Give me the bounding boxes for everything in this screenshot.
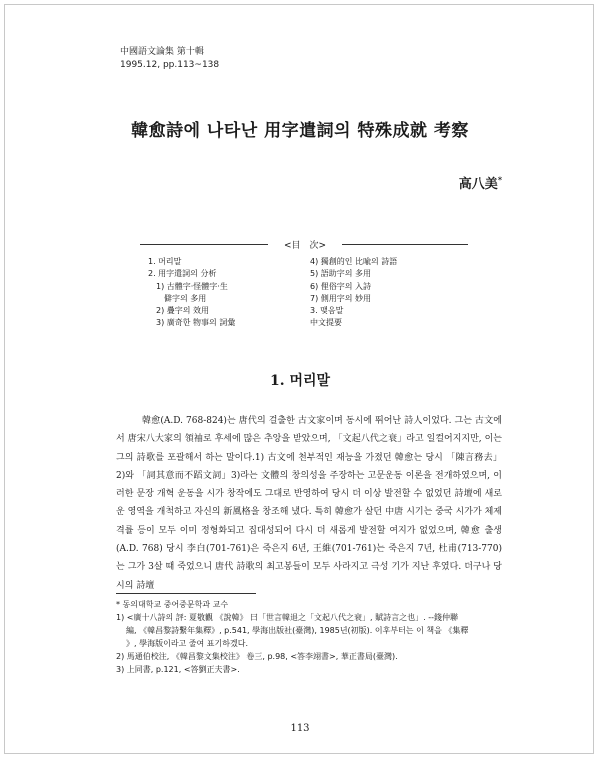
page-number: 113	[290, 723, 310, 734]
toc-right-column	[310, 256, 397, 330]
toc-item: 僻字의 多用	[148, 293, 207, 303]
footnote-1-cont: 》, 學海版이라고 줄여 표기하겠다.	[126, 639, 248, 648]
toc-item: 1) 古體字·怪體字·生	[148, 281, 228, 291]
toc-item: 2. 用字遣詞의 分析	[148, 269, 217, 279]
toc-item: 2) 疊字의 效用	[148, 306, 210, 316]
toc-item: 5) 語助字의 多用	[310, 269, 372, 279]
author-affiliation: * 동의대학교 중어중문학과 교수	[116, 600, 229, 609]
body-paragraph: 韓愈(A.D. 768-824)는 唐代의 걸출한 古文家이며 동시에 뛰어난 詩人이었다. 그는 古文에서 唐宋八大家의 領袖로 후세에 많은 추앙을 받았으며, 「文起八代之衰」라고 일컬어지지만, 이는 그의 詩歌를 포괄해서 하는 말이다.1) 古文에 천부적인 재능을 가졌던 韓愈는 당시 「陳言務去」2)와 「詞其意而不蹈文詞」3)라는 文體의 창의성을 주장하는 고문운동 이론을 전개하였으며, 이러한 문장 개혁 운동을 시가 창작에도 그대로 반영하여 당시 더 이상 발전할 수 없었던 詩壇에 새로운 영역을 개척하고 자신의 新風格을 창조해 냈다. 특히 韓愈가 살던 中唐 시기는 중국 시가가 체제 격률 등이 모두 이미 정형화되고 집대성되어 다시 더 새롭게 발전할 여지가 없었으며, 韓愈 출생(A.D. 768) 당시 李白(701-761)은 죽은지 6년, 王維(701-761)는 죽은지 7년, 杜甫(713-770)는 그가 3살 때 죽었으니 唐代 詩歌의 최고봉들이 모두 사라지고 극성 기가 지난 후였다. 더구나 당시의 詩壇	[116, 416, 502, 591]
section-heading: 1. 머리말	[269, 373, 331, 389]
author-name: 高八美	[458, 177, 498, 192]
toc-rule-right	[342, 244, 468, 245]
toc-item: 3) 廣奇한 物事의 詞彙	[148, 318, 236, 328]
body-text	[116, 412, 502, 595]
footnotes	[116, 598, 502, 676]
toc-item: 4) 獨創的인 比喩의 詩語	[310, 257, 398, 266]
journal-name: 中國語文論集 第十輯	[120, 47, 204, 57]
journal-issue: 1995.12, pp.113~138	[120, 60, 220, 70]
toc-item: 中文提要	[310, 318, 342, 328]
toc-item: 3. 맺음말	[310, 306, 344, 316]
footnote-rule	[116, 593, 256, 594]
toc-item: 7) 側用字의 妙用	[310, 293, 372, 303]
table-of-contents	[140, 241, 468, 345]
footnote-1: 1) <廣十八詩의 評: 夏敬觀 《說韓》 曰「世言韓退之「文起八代之衰」, 賦詩言之也」. --錢仲聯	[116, 613, 458, 622]
footnote-1-cont: 編, 《韓昌黎詩繫年集釋》, p.541, 學海出版社(臺灣), 1985년(初版). 이후부터는 이 책을 《集釋	[126, 626, 469, 635]
author	[459, 173, 502, 192]
journal-header	[120, 46, 219, 72]
toc-item: 6) 俚俗字의 入詩	[310, 281, 372, 291]
footnote-2: 2) 馬通伯校注, 《韓昌黎文集校注》 卷三, p.98, <答李翊書>, 華正書局(臺灣).	[116, 652, 398, 661]
toc-rule-left	[140, 244, 268, 245]
toc-item: 1. 머리말	[148, 257, 182, 266]
author-mark: *	[497, 174, 502, 185]
toc-heading: <目 次>	[283, 241, 327, 251]
footnote-3: 3) 上同書, p.121, <答劉正夫書>.	[116, 665, 240, 674]
paper-title: 韓愈詩에 나타난 用字遣詞의 特殊成就 考察	[131, 121, 469, 141]
toc-left-column	[148, 256, 235, 330]
